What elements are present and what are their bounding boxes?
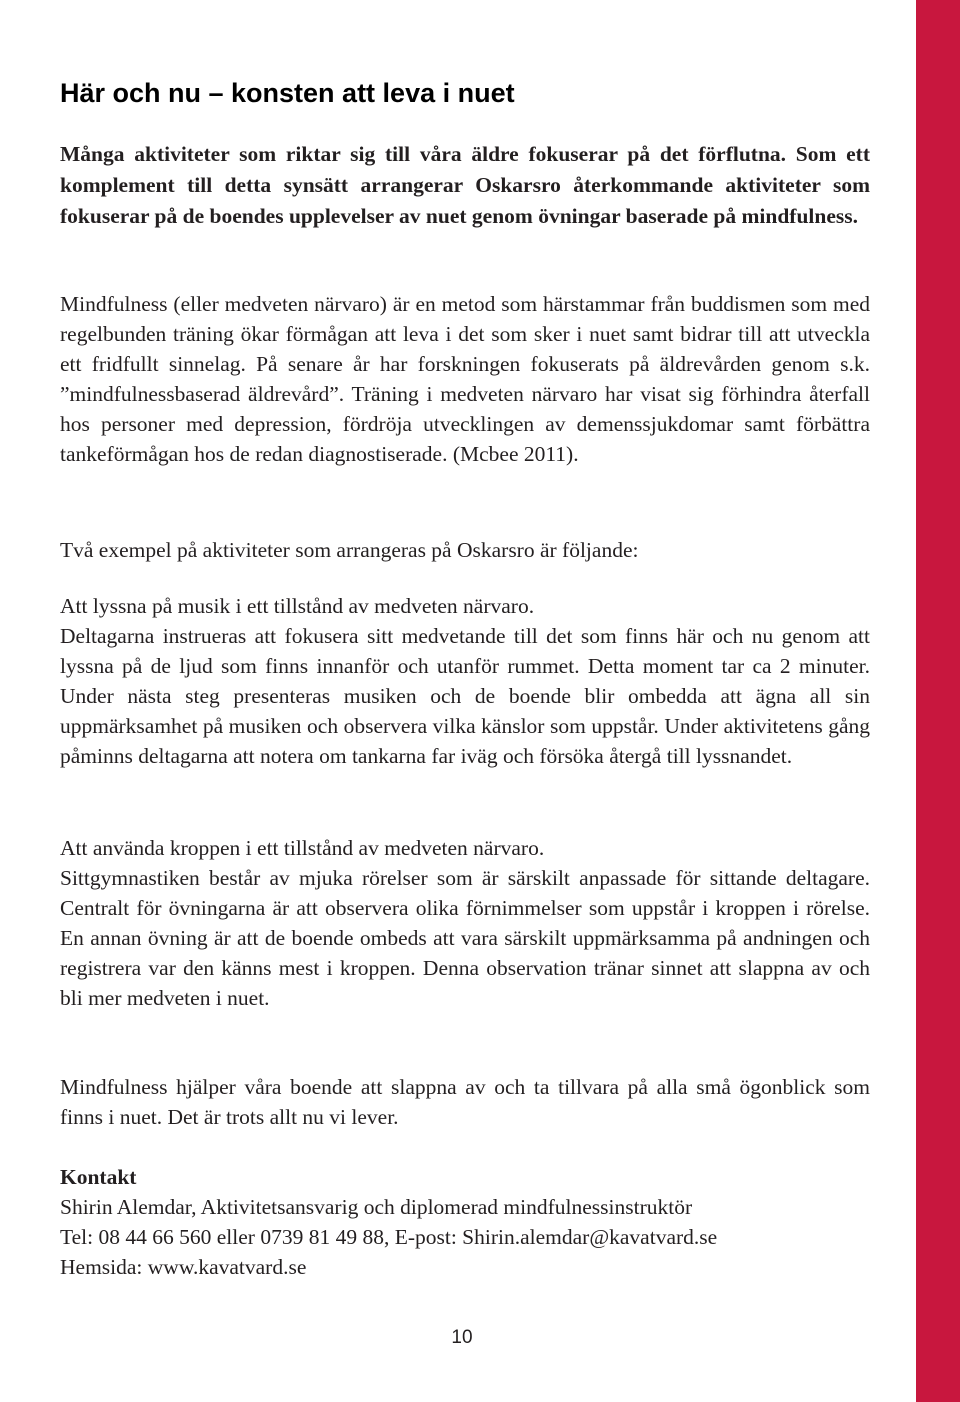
- contact-website: Hemsida: www.kavatvard.se: [60, 1255, 307, 1279]
- lead-paragraph: Många aktiviteter som riktar sig till våra äldre fokuserar på det förflutna. Som ett komplement till detta synsätt arrangerar Oskarsro återkommande aktiviteter som fokuserar på de boendes upplevelser av nuet genom övningar baserade på mindfulness.: [60, 142, 870, 228]
- side-accent-bar: [916, 0, 960, 1402]
- contact-name: Shirin Alemdar, Aktivitetsansvarig och diplomerad mindfulnessinstruktör: [60, 1195, 693, 1219]
- example-body-body: Sittgymnastiken består av mjuka rörelser som är särskilt anpassade för sittande deltagare. Centralt för övningarna är att observera olika förnimmelser som uppstår i kroppen i rörelse. En annan övning är att de boende ombeds att vara särskilt uppmärksamma på andningen och registrera var den känns mest i kroppen. Denna observation tränar sinnet att slappna av och bli mer medveten i nuet.: [60, 866, 870, 1010]
- example-music-body: Deltagarna instrueras att fokusera sitt medvetande till det som finns här och nu genom att lyssna på de ljud som finns innanför och utanför rummet. Detta moment tar ca 2 minuter. Under nästa steg presenteras musiken och de boende blir ombedda att ägna all sin uppmärksamhet på musiken och observera vilka känslor som uppstår. Under aktivitetens gång påminns deltagarna att notera om tankarna far iväg och försöka återgå till lyssnandet.: [60, 624, 870, 768]
- contact-title: Kontakt: [60, 1165, 137, 1189]
- example-body: [60, 833, 870, 1013]
- example-music-heading: Att lyssna på musik i ett tillstånd av medveten närvaro.: [60, 594, 535, 618]
- contact-phone-email: Tel: 08 44 66 560 eller 0739 81 49 88, E-post: Shirin.alemdar@kavatvard.se: [60, 1225, 718, 1249]
- intro-paragraph: Mindfulness (eller medveten närvaro) är en metod som härstammar från buddismen som med regelbunden träning ökar förmågan att leva i det som sker i nuet samt bidrar till att utveckla ett fridfullt sinnelag. På senare år har forskningen fokuserats på äldrevården genom s.k. ”mindfulnessbaserad äldrevård”. Träning i medveten närvaro har visat sig förhindra återfall hos personer med depression, fördröja utvecklingen av demenssjukdomar samt förbättra tankeförmågan hos de redan diagnostiserade. (Mcbee 2011).: [60, 292, 870, 466]
- page-title: Här och nu – konsten att leva i nuet: [60, 78, 515, 108]
- examples-intro: Två exempel på aktiviteter som arrangeras på Oskarsro är följande:: [60, 538, 639, 562]
- page-number: 10: [451, 1327, 473, 1348]
- example-music: [60, 591, 870, 771]
- closing-paragraph: Mindfulness hjälper våra boende att slappna av och ta tillvara på alla små ögonblick som finns i nuet. Det är trots allt nu vi lever.: [60, 1075, 870, 1129]
- example-body-heading: Att använda kroppen i ett tillstånd av medveten närvaro.: [60, 836, 545, 860]
- contact-block: [60, 1162, 870, 1282]
